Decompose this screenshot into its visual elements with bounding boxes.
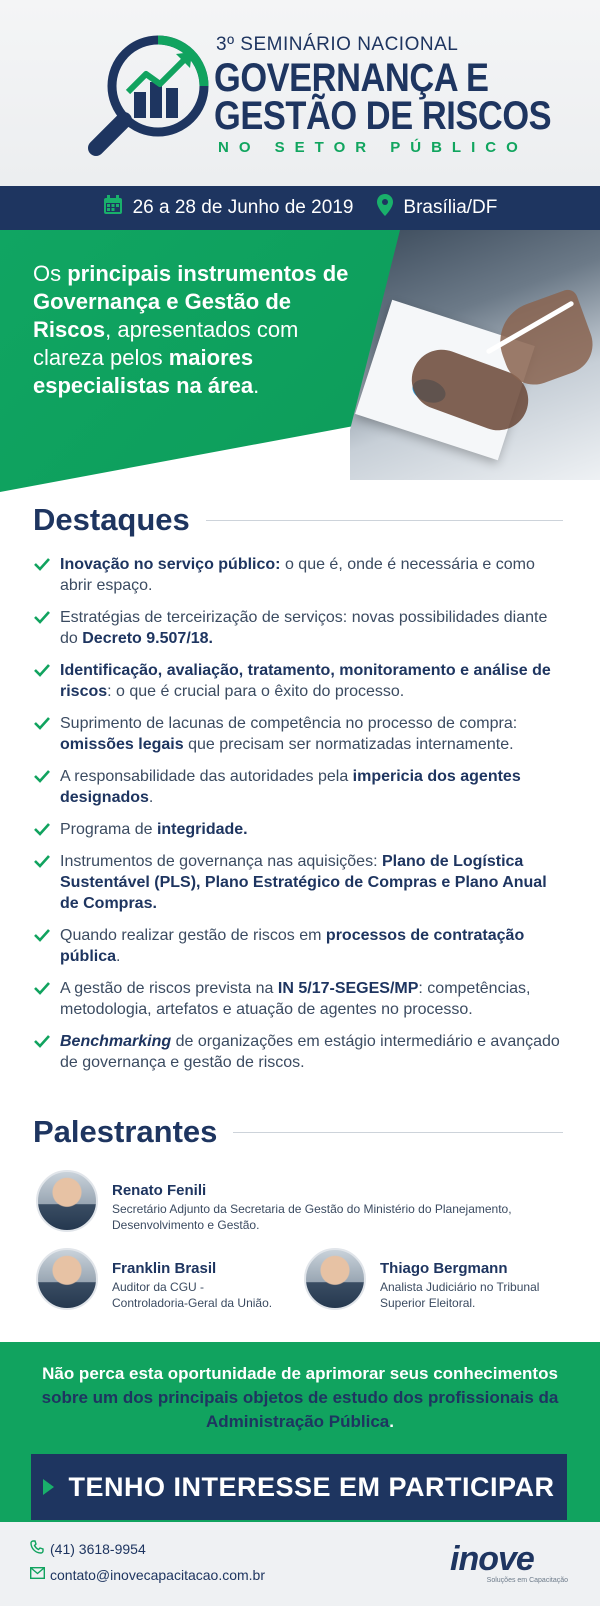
check-icon <box>33 661 51 679</box>
phone-icon <box>30 1540 50 1558</box>
highlights-list <box>33 554 563 1084</box>
check-icon <box>33 555 51 573</box>
call-to-action <box>0 1342 600 1522</box>
magnifier-chart-icon <box>84 30 210 160</box>
list-item: Identificação, avaliação, tratamento, monitoramento e análise de riscos: o que é crucial para o êxito do processo. <box>33 660 563 702</box>
speaker-role: Secretário Adjunto da Secretaria de Gestão do Ministério do Planejamento, Desenvolvimento e Gestão. <box>112 1202 512 1232</box>
speaker-role: Auditor da CGU - Controladoria-Geral da União. <box>112 1280 273 1310</box>
check-icon <box>33 926 51 944</box>
speaker-card <box>36 1248 296 1311</box>
seminar-edition: 3º SEMINÁRIO NACIONAL <box>216 34 459 55</box>
divider <box>233 1132 563 1133</box>
highlights-heading: Destaques <box>33 502 563 538</box>
hero-text: Os principais instrumentos de Governança e Gestão de Riscos, apresentados com clareza pelos maiores especialistas na área. <box>33 261 349 398</box>
list-item: Instrumentos de governança nas aquisições: Plano de Logística Sustentável (PLS), Plano Estratégico de Compras e Plano Anual de Compras. <box>33 851 563 914</box>
event-subtitle: NO SETOR PÚBLICO <box>218 139 528 156</box>
cta-text: Não perca esta oportunidade de aprimorar seus conhecimentos sobre um dos principais objetos de estudo dos profissionais da Administração Pública. <box>41 1364 559 1431</box>
inove-logo: inove Soluções em Capacitação <box>450 1540 568 1584</box>
footer <box>0 1522 600 1606</box>
email-contact[interactable]: contato@inovecapacitacao.com.br <box>30 1566 265 1583</box>
event-title-line1: GOVERNANÇA E <box>214 56 489 100</box>
avatar <box>304 1248 366 1310</box>
avatar <box>36 1170 98 1232</box>
calendar-icon <box>103 195 123 221</box>
check-icon <box>33 979 51 997</box>
event-title-line2: GESTÃO DE RISCOS <box>214 94 552 138</box>
speaker-name: Franklin Brasil <box>112 1260 217 1277</box>
list-item: Suprimento de lacunas de competência no processo de compra: omissões legais que precisam ser normatizadas internamente. <box>33 713 563 755</box>
speaker-name: Renato Fenili <box>112 1182 207 1199</box>
envelope-icon <box>30 1566 50 1583</box>
avatar <box>36 1248 98 1310</box>
event-date: 26 a 28 de Junho de 2019 <box>132 197 354 218</box>
interest-button[interactable]: TENHO INTERESSE EM PARTICIPAR <box>31 1454 567 1520</box>
check-icon <box>33 820 51 838</box>
play-arrow-icon <box>43 1479 54 1495</box>
speakers-heading: Palestrantes <box>33 1114 563 1150</box>
phone-contact[interactable]: (41) 3618-9954 <box>30 1540 146 1558</box>
check-icon <box>33 608 51 626</box>
divider <box>206 520 563 521</box>
list-item: Benchmarking de organizações em estágio intermediário e avançado de governança e gestão de riscos. <box>33 1031 563 1073</box>
check-icon <box>33 767 51 785</box>
check-icon <box>33 714 51 732</box>
list-item: Quando realizar gestão de riscos em processos de contratação pública. <box>33 925 563 967</box>
check-icon <box>33 852 51 870</box>
list-item: Estratégias de terceirização de serviços: novas possibilidades diante do Decreto 9.507/18. <box>33 607 563 649</box>
speaker-role: Analista Judiciário no Tribunal Superior Eleitoral. <box>380 1280 540 1310</box>
event-header <box>0 0 600 186</box>
speaker-card <box>36 1170 566 1233</box>
list-item: A gestão de riscos prevista na IN 5/17-SEGES/MP: competências, metodologia, artefatos e atuação de agentes no processo. <box>33 978 563 1020</box>
speaker-card <box>304 1248 564 1311</box>
list-item: Inovação no serviço público: o que é, onde é necessária e como abrir espaço. <box>33 554 563 596</box>
check-icon <box>33 1032 51 1050</box>
location-pin-icon <box>377 194 393 222</box>
event-location: Brasília/DF <box>403 197 498 218</box>
speaker-name: Thiago Bergmann <box>380 1260 508 1277</box>
hero-banner <box>0 230 600 492</box>
list-item: A responsabilidade das autoridades pela impericia dos agentes designados. <box>33 766 563 808</box>
list-item: Programa de integridade. <box>33 819 563 840</box>
date-location-bar <box>0 186 600 230</box>
